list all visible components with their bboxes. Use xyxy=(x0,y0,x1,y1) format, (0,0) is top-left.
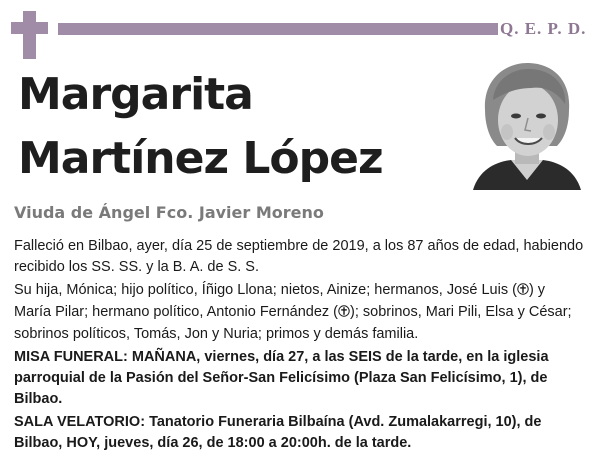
deceased-surnames: Martínez López xyxy=(18,133,383,184)
family-list-part-3: ); sobrinos, Mari Pili, Elsa y César; sobrinos políticos, Tomás, Jon y Nuria; primos y demás familia. xyxy=(14,304,572,342)
family-list-part-2: ) y María Pilar; hermano político, Antonio Fernández ( xyxy=(14,282,546,320)
circled-cross-icon xyxy=(338,303,350,324)
family-list xyxy=(14,280,586,345)
portrait-illustration xyxy=(471,58,583,190)
cross-icon-vertical-bar xyxy=(23,11,36,59)
deceased-first-name: Margarita xyxy=(18,69,253,120)
funeral-mass-info: MISA FUNERAL: MAÑANA, viernes, día 27, a las SEIS de la tarde, en la iglesia parroquial de la Pasión del Señor-San Felicísimo (Plaza San Felicísimo, 1), de Bilbao. xyxy=(14,349,549,407)
qepd-label: Q. E. P. D. xyxy=(500,19,587,38)
header-rule xyxy=(58,23,498,35)
family-list-part-1: Su hija, Mónica; hijo político, Íñigo Llona; nietos, Ainize; hermanos, José Luis ( xyxy=(14,282,517,298)
cross-icon-horizontal-bar xyxy=(11,22,48,34)
death-announcement: Falleció en Bilbao, ayer, día 25 de septiembre de 2019, a los 87 años de edad, habiendo recibido los SS. SS. y la B. A. de S. S. xyxy=(14,238,584,275)
obituary-body xyxy=(14,236,586,456)
portrait-photo xyxy=(471,58,583,190)
widow-of-line: Viuda de Ángel Fco. Javier Moreno xyxy=(14,203,324,222)
wake-room-info: SALA VELATORIO: Tanatorio Funeraria Bilbaína (Avd. Zumalakarregi, 10), de Bilbao, HOY, jueves, día 26, de 18:00 a 20:00h. de la tarde. xyxy=(14,414,542,451)
circled-cross-icon xyxy=(517,281,529,302)
